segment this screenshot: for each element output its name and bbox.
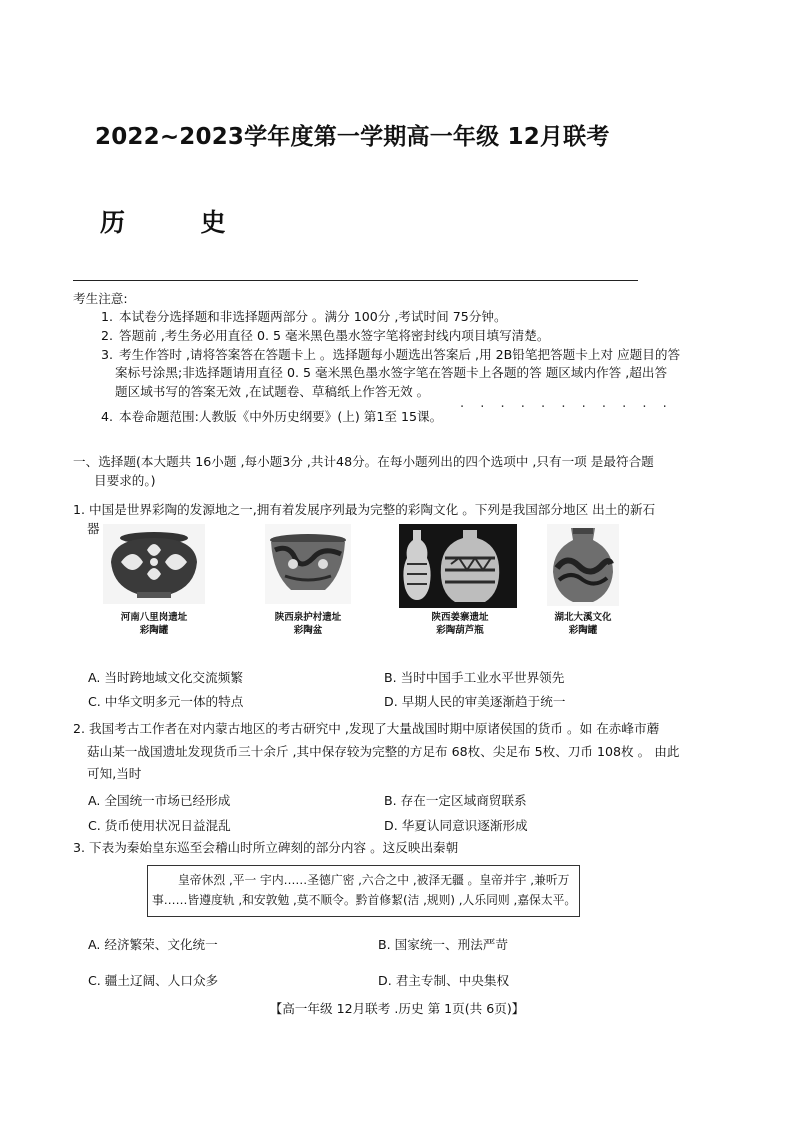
q2-stem-line-1: 2. 我国考古工作者在对内蒙古地区的考古研究中 ,发现了大量战国时期中原诸侯国的货币 。如 在赤峰市蘑 <box>73 721 660 736</box>
painted-pottery-jar-icon <box>103 524 205 604</box>
q1-image-caption: 陕西泉护村遗址 彩陶盆 <box>274 612 342 636</box>
q3-quote-line-2: 事……皆遵度轨 ,和安敦勉 ,莫不顺令。黔首修絜(洁 ,规则) ,人乐同则 ,嘉保太平。 <box>152 893 577 907</box>
q3-option-d[interactable]: D. 君主专制、中央集权 <box>378 973 510 988</box>
notice-num: 3. <box>101 347 114 362</box>
subject-title <box>100 203 225 239</box>
subject-char-1: 历 <box>100 208 126 237</box>
notice-num: 1. <box>101 309 114 324</box>
q1-option-a[interactable]: A. 当时跨地域文化交流频繁 <box>88 670 243 685</box>
notice-line: 本卷命题范围:人教版《中外历史纲要》(上) 第1至 15课。 <box>119 409 443 424</box>
q3-stem: 3. 下表为秦始皇东巡至会稽山时所立碑刻的部分内容 。这反映出秦朝 <box>73 840 459 855</box>
subject-char-2: 史 <box>200 208 226 237</box>
notice-item-3-line-2: 案标号涂黑;非选择题请用直径 0. 5 毫米黑色墨水签字笔在答题卡上各题的答 题区域内作答 ,超出答 <box>115 365 668 380</box>
q1-image-caption: 河南八里岗遗址 彩陶罐 <box>120 612 188 636</box>
section-heading-line-1: 一、选择题(本大题共 16小题 ,每小题3分 ,共计48分。在每小题列出的四个选项中 ,只有一项 是最符合题 <box>73 454 654 469</box>
header-divider <box>73 280 638 281</box>
page-footer: 【高一年级 12月联考 .历史 第 1页(共 6页)】 <box>269 1001 525 1016</box>
q1-option-d[interactable]: D. 早期人民的审美逐渐趋于统一 <box>384 694 566 709</box>
notice-num: 4. <box>101 409 114 424</box>
painted-gourd-bottle-icon <box>399 524 517 608</box>
q3-option-a[interactable]: A. 经济繁荣、文化统一 <box>88 937 218 952</box>
q2-stem-line-3: 可知,当时 <box>87 766 142 781</box>
q1-option-b[interactable]: B. 当时中国手工业水平世界领先 <box>384 670 565 685</box>
notice-heading: 考生注意: <box>73 291 128 306</box>
notice-item-3-line-3: 题区域书写的答案无效 ,在试题卷、草稿纸上作答无效 。 <box>115 384 430 399</box>
dotted-leader: · · · · · · · · · · · <box>460 400 673 415</box>
notice-item-2 <box>101 326 549 345</box>
notice-item-3 <box>101 345 680 364</box>
q2-stem-line-2: 菇山某一战国遗址发现货币三十余斤 ,其中保存较为完整的方足布 68枚、尖足布 5枚、刀币 108枚 。 由此 <box>87 744 680 759</box>
notice-line: 答题前 ,考生务必用直径 0. 5 毫米黑色墨水签字笔将密封线内项目填写清楚。 <box>119 328 550 343</box>
section-heading-line-2: 目要求的。) <box>94 473 156 488</box>
notice-item-1 <box>101 307 507 326</box>
notice-line: 本试卷分选择题和非选择题两部分 。满分 100分 ,考试时间 75分钟。 <box>119 309 507 324</box>
q1-option-c[interactable]: C. 中华文明多元一体的特点 <box>88 694 244 709</box>
q1-image-caption: 陕西姜寨遗址 彩陶葫芦瓶 <box>431 612 489 636</box>
q2-option-c[interactable]: C. 货币使用状况日益混乱 <box>88 818 231 833</box>
q3-option-b[interactable]: B. 国家统一、刑法严苛 <box>378 937 508 952</box>
q1-image-caption: 湖北大溪文化 彩陶罐 <box>554 612 612 636</box>
notice-num: 2. <box>101 328 114 343</box>
q1-stem-line-2: 器 <box>87 521 100 536</box>
q2-option-a[interactable]: A. 全国统一市场已经形成 <box>88 793 231 808</box>
q3-quote-line-1: 皇帝休烈 ,平一 宇内……圣德广密 ,六合之中 ,被泽无疆 。皇帝并宇 ,兼听万 <box>178 873 570 887</box>
notice-item-4 <box>101 407 442 426</box>
notice-line: 考生作答时 ,请将答案答在答题卡上 。选择题每小题选出答案后 ,用 2B铅笔把答题卡上对 应题目的答 <box>119 347 681 362</box>
q3-option-c[interactable]: C. 疆土辽阔、人口众多 <box>88 973 219 988</box>
painted-pottery-basin-icon <box>265 524 351 604</box>
painted-pottery-pot-icon <box>547 524 619 606</box>
q1-image-row <box>103 524 623 642</box>
q2-option-d[interactable]: D. 华夏认同意识逐渐形成 <box>384 818 528 833</box>
q2-option-b[interactable]: B. 存在一定区域商贸联系 <box>384 793 527 808</box>
q3-quote-box <box>147 865 580 917</box>
exam-title: 2022~2023学年度第一学期高一年级 12月联考 <box>95 124 610 150</box>
q3-quote-text <box>152 870 577 910</box>
q1-stem-line-1: 1. 中国是世界彩陶的发源地之一,拥有着发展序列最为完整的彩陶文化 。下列是我国部分地区 出土的新石 <box>73 502 656 517</box>
